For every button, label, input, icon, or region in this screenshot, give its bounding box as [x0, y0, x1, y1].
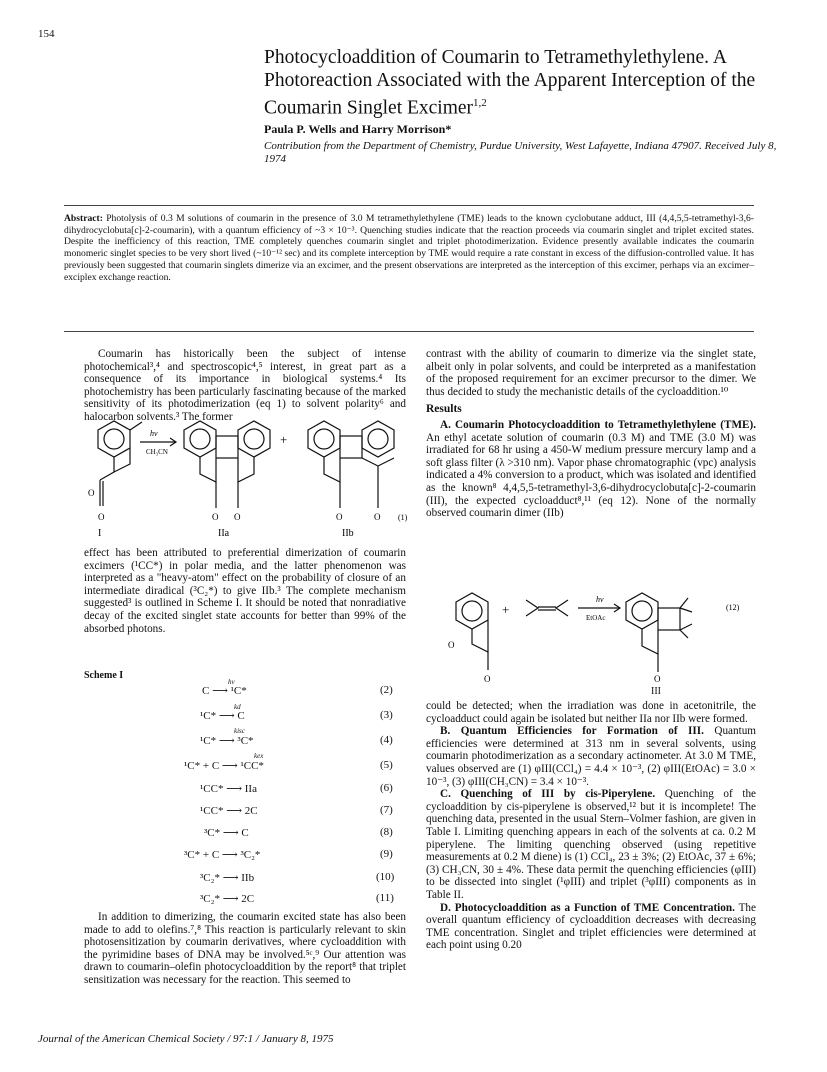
dimer-b-ring-1 — [308, 421, 340, 457]
equation-12-figure — [426, 588, 756, 688]
scheme-over-3: kd — [234, 703, 241, 711]
right-column-bottom — [426, 700, 756, 952]
scheme-over-4: kisc — [234, 727, 245, 735]
eq1-oxygen-1: O — [88, 488, 95, 498]
section-d-text: The overall quantum efficiency of cycloaddition decreases with decreasing TME concentration. Singlet and triplet efficiencies were determined at each point using 0.20 — [426, 901, 756, 952]
abstract-text: Photolysis of 0.3 M solutions of coumarin in the presence of 3.0 M tetramethylethylene (TME) leads to the known cyclobutane adduct, III (4,4,5,5-tetramethyl-3,6-dihydrocyclobuta[c]-2-coumarin), with a quantum efficiency of ~3 × 10⁻³. Quenching studies indicate that the reaction proceeds via coumarin singlet and triplet excited states. Despite the inefficiency of this reaction, TME completely quenches coumarin singlet and triplet photodimerization. Evidence presently available indicates the coumarin monomeric singlet species to be very short lived (~10⁻¹² sec) and its complete interception by TME would require a rate constant in excess of the diffusion-controlled value. It has previously been suggested that coumarin singlets dimerize via an excimer, and the present observations are interpreted as the interception of this excimer, perhaps via an excimer–exciplex exchange reaction. — [64, 213, 754, 283]
eq12-number: (12) — [726, 603, 740, 612]
dimer-b-lactone-2 — [362, 458, 394, 466]
eq1-carbonyl-o-3: O — [234, 512, 241, 522]
adduct-lactone — [642, 629, 658, 654]
section-d — [426, 902, 756, 952]
scheme-eq-9: ³C* + C ⟶ ³C₂* — [184, 849, 261, 861]
scheme-eq-5: ¹C* + C ⟶ ¹CC* — [184, 760, 264, 772]
results-heading: Results — [426, 403, 462, 416]
article-title — [264, 46, 784, 120]
eq1-solvent: CH₃CN — [146, 448, 168, 456]
scheme-eq-3: ¹C* ⟶ C — [200, 710, 245, 722]
lactone-ring — [100, 457, 114, 480]
right-column-top — [426, 348, 756, 520]
intro-paragraph: Coumarin has historically been the subject of intense photochemical³,⁴ and spectroscopic⁴,⁵ interest, in great part as a consequence of its importance in biological systems.⁴ Its photochemistry has been particularly fascinating because of the marked sensitivity of its photodimerization (eq 1) to solvent polarity⁶ and halocarbon solvents.³ The former — [84, 348, 406, 423]
equation-1-figure — [84, 412, 414, 542]
eq1-carbonyl-o-4: O — [336, 512, 343, 522]
abstract-label: Abstract: — [64, 213, 103, 224]
scheme-num-5: (5) — [380, 759, 393, 771]
dimer-a-lactone-2 — [238, 457, 254, 482]
title-text: Photocycloaddition of Coumarin to Tetramethylethylene. A Photoreaction Associated with the Apparent Interception of the Coumarin Singlet Excimer — [264, 47, 756, 119]
eq12-hv: hν — [596, 595, 604, 604]
scheme-eq-2: C ⟶ ¹C* — [202, 685, 247, 697]
title-footnote-marker: 1,2 — [473, 97, 487, 109]
cycloadduct-detection: could be detected; when the irradiation was done in acetonitrile, the cycloadduct could again be isolated but neither IIa nor IIb were formed. — [426, 700, 756, 725]
eq12-plus: + — [502, 602, 510, 617]
methyl-2 — [680, 608, 692, 612]
tme-right — [556, 600, 568, 616]
scheme-over-2: hν — [228, 678, 235, 686]
scheme-eq-10: ³C₂* ⟶ IIb — [200, 872, 255, 884]
aromatic-circle — [368, 429, 388, 449]
scheme-num-6: (6) — [380, 782, 393, 794]
eq1-carbonyl-o-2: O — [212, 512, 219, 522]
vinyl-bond — [130, 422, 142, 430]
scheme-I — [84, 678, 406, 905]
section-a — [426, 419, 756, 520]
scheme-over-5: kex — [254, 752, 264, 760]
eq1-carbonyl-o-5: O — [374, 512, 381, 522]
aromatic-circle — [314, 429, 334, 449]
section-b-text: Quantum efficiencies were determined at 313 nm in several solvents, using coumarin photodimerization as a secondary actinometer. At 3.0 M TME, values observed are (1) φIII(CCl₄) = 4.4 × 10⁻³, (2) φIII(EtOAc) = 3.0 × 10⁻³, (3) φIII(CH₃CN) = 3.4 × 10⁻³. — [426, 725, 756, 788]
scheme-eq-7: ¹CC* ⟶ 2C — [200, 805, 258, 817]
left-column-olefins — [84, 911, 406, 987]
section-a-title: A. Coumarin Photocycloaddition to Tetramethylethylene (TME). — [440, 418, 756, 431]
coumarin-benzene-ring — [98, 421, 130, 457]
abstract-top-rule — [64, 205, 754, 206]
section-c-text: Quenching of the cycloaddition by cis-piperylene is observed,¹² but it is incomplete! The quenching data, presented in the usual Stern–Volmer fashion, are given in Table I. Limiting quenching appears in each of the solvents at ca. 0.2 M piperylene. The limiting quenching observed (using repetitive measurements at 0.2 M diene) is (1) CCl₄, 23 ± 3%; (2) EtOAc, 37 ± 6%; (3) CH₃CN, 30 ± 4%. These data permit the quenching efficiencies (φIII) to be dissected into singlet (¹φIII) and triplet (³φIII) components as in Table II. — [426, 788, 757, 901]
eq1-label-I: I — [98, 528, 102, 539]
scheme-eq-11: ³C₂* ⟶ 2C — [200, 893, 255, 905]
aromatic-circle — [104, 429, 124, 449]
section-d-title: D. Photocycloaddition as a Function of TME Concentration. — [440, 901, 735, 914]
section-b — [426, 725, 756, 788]
eq12-carbonyl-o-1: O — [484, 674, 491, 684]
section-c-title: C. Quenching of III by cis-Piperylene. — [440, 788, 656, 801]
eq1-number: (1) — [398, 513, 408, 522]
eq1-hv: hν — [150, 429, 158, 438]
scheme-title: Scheme I — [84, 670, 124, 681]
scheme-num-4: (4) — [380, 734, 393, 746]
section-b-title: B. Quantum Efficiencies for Formation of III. — [440, 725, 704, 738]
aromatic-circle — [190, 429, 210, 449]
lactone-ring-edge — [114, 448, 130, 472]
scheme-num-9: (9) — [380, 848, 393, 860]
dimer-a-ring-2 — [238, 421, 270, 457]
eq12-label: III — [651, 686, 661, 697]
eq1-plus: + — [280, 432, 288, 447]
methyl-3 — [680, 624, 692, 630]
aromatic-circle — [632, 601, 652, 621]
section-a-text: An ethyl acetate solution of coumarin (0.3 M) and TME (3.0 M) was irradiated for 68 hr using a 450-W medium pressure mercury lamp and a soft glass filter (λ >310 nm). Vapor phase chromatographic (vpc) analysis indicated a 4% conversion to a product, which was isolated and identified as the known⁸ 4,4,5,5-tetramethyl-3,6-dihydrocyclobuta[c]-2-coumarin (III), the expected cycloadduct⁸,¹¹ (eq 12). None of the normally observed coumarin dimer (IIb) — [426, 431, 756, 520]
dimer-a-lactone-1 — [200, 457, 216, 482]
cyclobutane-ring-a — [216, 436, 238, 458]
aromatic-circle — [244, 429, 264, 449]
authors: Paula P. Wells and Harry Morrison* — [264, 122, 452, 136]
dimer-b-ring-2 — [362, 421, 394, 457]
abstract — [64, 213, 754, 283]
eq12-solvent: EtOAc — [586, 614, 606, 622]
journal-footer: Journal of the American Chemical Society / 97:1 / January 8, 1975 — [38, 1033, 334, 1045]
page-number: 154 — [38, 28, 55, 40]
scheme-eq-4: ¹C* ⟶ ³C* — [200, 735, 254, 747]
abstract-bottom-rule — [64, 331, 754, 332]
eq1-label-IIb: IIb — [342, 528, 354, 539]
affiliation: Contribution from the Department of Chemistry, Purdue University, West Lafayette, Indiana 47907. Received July 8, 1974 — [264, 140, 777, 165]
cyclobutane-ring — [658, 608, 680, 630]
methyl-1 — [680, 598, 688, 608]
scheme-num-10: (10) — [376, 871, 395, 883]
scheme-num-8: (8) — [380, 826, 393, 838]
scheme-eq-8: ³C* ⟶ C — [204, 827, 249, 839]
scheme-num-3: (3) — [380, 709, 393, 721]
olefin-paragraph: In addition to dimerizing, the coumarin excited state has also been made to add to olefins.⁷,⁸ This reaction is particularly relevant to skin photosensitization by coumarin derivatives, where cycloaddition with the pyrimidine bases of DNA may be involved.⁵ᶜ,⁹ Our attention was drawn to coumarin–olefin photocycloaddition by the report⁸ that triplet sensitization was necessary for the reaction. This seemed to — [84, 911, 406, 986]
eq12-oxygen-1: O — [448, 640, 455, 650]
scheme-eq-6: ¹CC* ⟶ IIa — [200, 783, 257, 795]
left-column-mechanism — [84, 547, 406, 635]
intro-continued: contrast with the ability of coumarin to dimerize via the singlet state, albeit only in polar solvents, and could be interpreted as a manifestation of the proposed requirement for an excimer precursor to the dimer. We thus decided to study the mechanistic details of the cycloaddition.¹⁰ — [426, 348, 756, 398]
methyl-4 — [680, 630, 688, 638]
eq1-carbonyl-o-1: O — [98, 512, 105, 522]
scheme-num-2: (2) — [380, 684, 393, 696]
cyclobutane-ring-b — [340, 436, 362, 458]
eq12-carbonyl-o-2: O — [654, 674, 661, 684]
coumarin-benzene-ring — [456, 593, 488, 629]
dimer-b-lactone-1 — [324, 457, 340, 482]
adduct-benzene-ring — [626, 593, 658, 629]
scheme-num-7: (7) — [380, 804, 393, 816]
section-c — [426, 788, 756, 901]
scheme-num-11: (11) — [376, 892, 394, 904]
dimer-a-ring-1 — [184, 421, 216, 457]
tme-left — [526, 600, 538, 616]
eq1-label-IIa: IIa — [218, 528, 230, 539]
aromatic-circle — [462, 601, 482, 621]
mechanism-paragraph: effect has been attributed to preferential dimerization of coumarin excimers (¹CC*) in polar media, and the latter phenomenon was interpreted as a "heavy-atom" effect on the probability of closure of an intermediate diradical (³C₂*) to give IIb.³ The complete mechanism suggested³ is outlined in Scheme I. It should be noted that nonradiative decay of the excited singlet state accounts for better than 99% of the absorbed photons. — [84, 547, 406, 635]
